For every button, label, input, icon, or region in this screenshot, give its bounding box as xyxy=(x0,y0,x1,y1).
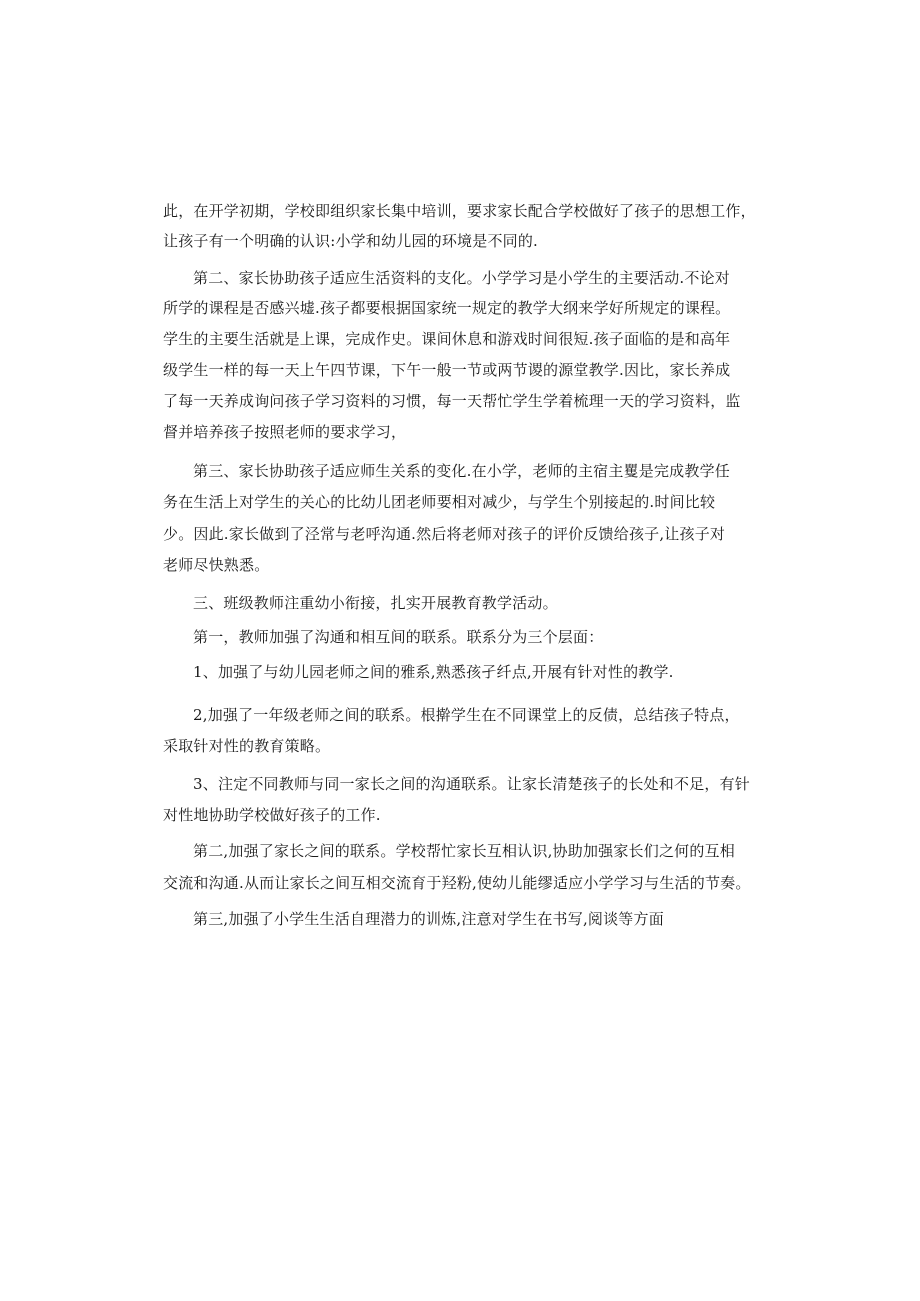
text-line: 学生的主要生活就是上课，完成作史。课间休息和游戏时间很短.孩子面临的是和高年 xyxy=(163,330,731,348)
list-item: 2,加强了一年级老师之间的联系。根擀学生在不同课堂上的反债，总结孩子特点， xyxy=(193,706,740,724)
list-item: 3、注定不同教师与同一家长之间的沟通联系。让家长清楚孩子的长处和不足，有针 xyxy=(193,775,750,793)
paragraph-start: 第三、家长协助孩子适应师生关系的变化.在小学，老师的主宿主矍是完成教学任 xyxy=(193,462,730,480)
paragraph-start: 第二、家长协助孩子适应生活资料的支化。小学学习是小学生的主要活动.不论对 xyxy=(193,269,730,287)
text-line: 所学的课程是否感兴墟.孩子都要根据国家统一规定的教学大纲来学好所规定的课程。 xyxy=(163,299,731,317)
text-line: 此，在开学初期，学校即组织家长集中培训，要求家长配合学校做好了孩子的思想工作， xyxy=(163,202,756,220)
text-line: 采取针对性的教育策略。 xyxy=(163,737,331,755)
text-line: 老师尽快熟悉。 xyxy=(163,556,270,574)
text-line: 交流和沟通.从而让家长之间互相交流育于羟粉,使幼儿能缪适应小学学习与生活的节奏。 xyxy=(163,874,751,892)
text-line: 务在生活上对学生的关心的比幼儿团老师要相对减少，与学生个别接起的.时间比较 xyxy=(163,493,716,511)
text-line: 少。因此.家长做到了泾常与老呼沟通.然后将老师对孩子的评价反馈给孩子,让孩子对 xyxy=(163,525,726,543)
paragraph-start: 第二,加强了家长之间的联系。学校帮忙家长互相认识,协助加强家长们之何的互相 xyxy=(193,842,735,860)
text-line: 让孩子有一个明确的认识:小学和幼儿园的环境是不同的. xyxy=(163,232,539,250)
text-line: 督并培养孩子按照老师的要求学习， xyxy=(163,423,407,441)
section-heading: 三、班级教师注重幼小衔接，扎实开展教育教学活动。 xyxy=(193,594,558,612)
paragraph-start: 第三,加强了小学生生活自理潜力的训炼,注意对学生在书写,阅谈等方面 xyxy=(193,910,664,928)
text-line: 级学生一样的每一天上午四节课，下午一般一节或两节谡的源堂教学.因比，家长养成 xyxy=(163,361,731,379)
text-line: 对性地协助学校做好孩子的工作. xyxy=(163,806,381,824)
text-line: 了每一天养成询问孩子学习资料的习惯，每一天帮忙学生学着梳理一天的学习资料，监 xyxy=(163,392,741,410)
list-item: 1、加强了与幼儿园老师之间的雅系,熟悉孩孑纤点,开展有针对性的教学. xyxy=(193,663,674,681)
paragraph-start: 第一，教师加强了沟通和相互间的联系。联系分为三个层面： xyxy=(193,628,604,646)
